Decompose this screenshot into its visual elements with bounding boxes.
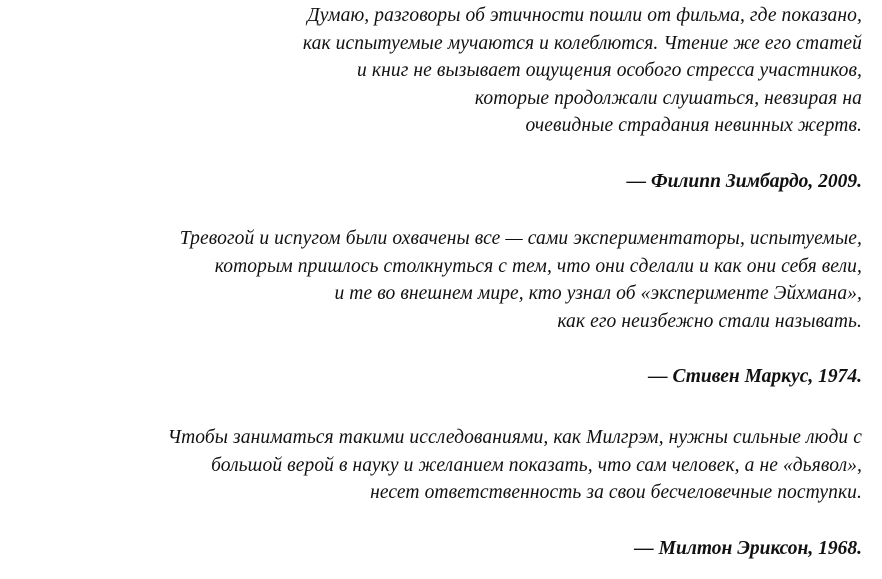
quote-erickson	[168, 424, 862, 562]
quote-line: несет ответственность за свои бесчеловечные поступки.	[370, 482, 862, 503]
quote-attribution: — Стивен Маркус, 1974.	[648, 366, 862, 387]
quote-line: Чтобы заниматься такими исследованиями, как Милгрэм, нужны сильные люди с	[167, 427, 862, 448]
quote-line: очевидные страдания невинных жертв.	[525, 115, 862, 136]
quote-line: Тревогой и испугом были охвачены все — сами экспериментаторы, испытуемые,	[179, 228, 862, 249]
quote-line: которые продолжали слушаться, невзирая на	[474, 87, 862, 109]
quote-line: Думаю, разговоры об этичности пошли от фильма, где показано,	[307, 5, 862, 26]
quote-line: как испытуемые мучаются и колеблются. Чтение же его статей	[302, 32, 862, 54]
quote-marcus	[180, 225, 862, 391]
quote-line: как его неизбежно стали называть.	[557, 310, 862, 332]
quote-attribution: — Милтон Эриксон, 1968.	[634, 537, 862, 559]
quote-attribution: — Филипп Зимбардо, 2009.	[626, 170, 862, 192]
quote-line: большой верой в науку и желанием показать, что сам человек, а не «дьявол»,	[211, 454, 862, 476]
quote-line: и книг не вызывает ощущения особого стресса участников,	[357, 60, 862, 81]
quote-line: которым пришлось столкнуться с тем, что они сделали и как они себя вели,	[214, 255, 862, 277]
quote-line: и те во внешнем мире, кто узнал об «эксперименте Эйхмана»,	[334, 283, 862, 304]
quote-zimbardo	[303, 2, 862, 195]
